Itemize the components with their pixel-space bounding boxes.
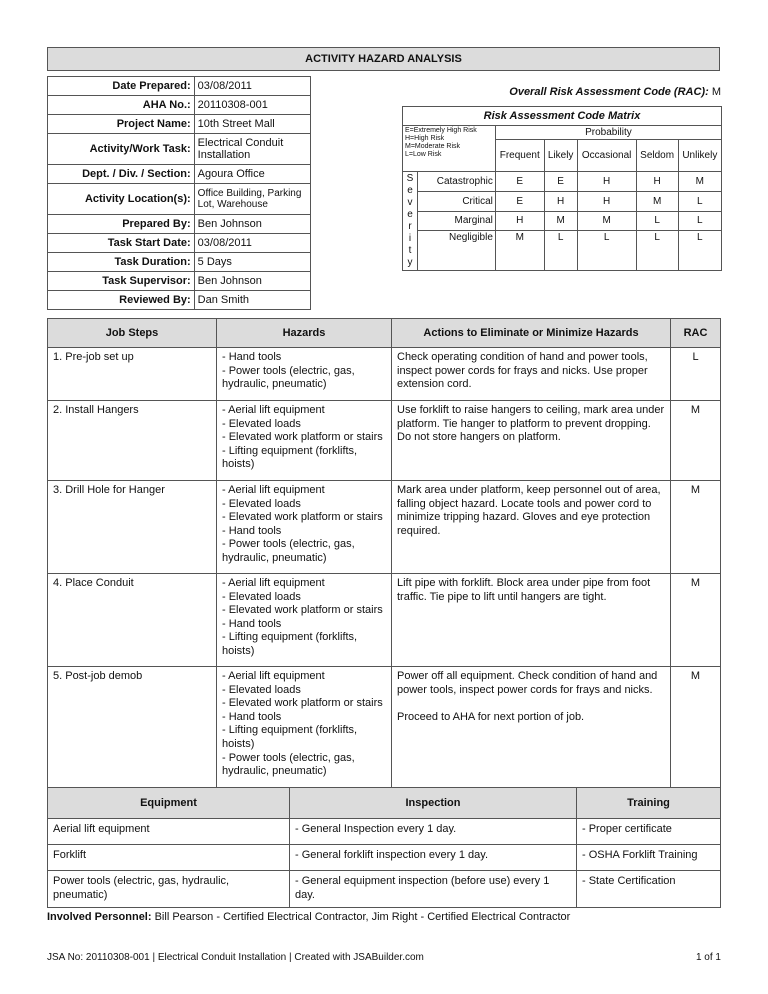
equipment-name: Forklift: [48, 845, 290, 871]
hazards: - Aerial lift equipment - Elevated loads - Elevated work platform or stairs - Lifting equipment (forklifts, hoists): [217, 401, 392, 481]
severity-row: Catastrophic: [418, 172, 496, 192]
matrix-title: Risk Assessment Code Matrix: [403, 107, 722, 126]
involved-personnel: [47, 911, 570, 923]
overall-rac: [403, 86, 721, 98]
column-header: RAC: [671, 319, 721, 348]
rac-cell: L: [671, 348, 721, 401]
info-label: Prepared By:: [48, 215, 195, 234]
info-label: Activity Location(s):: [48, 184, 195, 215]
matrix-cell: M: [636, 191, 678, 211]
hazards: - Aerial lift equipment - Elevated loads - Elevated work platform or stairs - Hand tools - Lifting equipment (forklifts, hoists): [217, 574, 392, 667]
info-value: 5 Days: [194, 253, 310, 272]
document-title: ACTIVITY HAZARD ANALYSIS: [47, 47, 720, 71]
job-step: 3. Drill Hole for Hanger: [48, 481, 217, 574]
info-value: Ben Johnson: [194, 272, 310, 291]
hazards: - Aerial lift equipment - Elevated loads - Elevated work platform or stairs - Hand tools - Power tools (electric, gas, hydraulic, pneumatic): [217, 481, 392, 574]
matrix-cell: L: [678, 191, 721, 211]
matrix-cell: H: [577, 172, 636, 192]
table-row: [48, 348, 721, 401]
aha-info-table: [47, 76, 311, 310]
risk-matrix: [402, 106, 722, 271]
info-label: Reviewed By:: [48, 291, 195, 310]
severity-label: S e v e r i t y: [403, 172, 418, 271]
overall-rac-value: M: [711, 86, 721, 98]
probability-col: Likely: [544, 140, 577, 172]
info-label: Date Prepared:: [48, 77, 195, 96]
personnel-value: Bill Pearson - Certified Electrical Contractor, Jim Right - Certified Electrical Contractor: [154, 911, 571, 923]
info-row: [48, 165, 311, 184]
actions: Check operating condition of hand and power tools, inspect power cords for frays and nicks. Use proper extension cord.: [392, 348, 671, 401]
table-row: [48, 871, 721, 908]
info-value: 03/08/2011: [194, 234, 310, 253]
info-row: [48, 96, 311, 115]
matrix-cell: H: [636, 172, 678, 192]
actions: Power off all equipment. Check condition of hand and power tools, inspect power cords for frays and nicks. Proceed to AHA for next portion of job.: [392, 667, 671, 788]
info-row: [48, 134, 311, 165]
page-footer: [47, 952, 721, 963]
matrix-cell: H: [495, 211, 544, 231]
page-number: 1 of 1: [695, 952, 721, 963]
info-value: 10th Street Mall: [194, 115, 310, 134]
equipment-inspection: - General forklift inspection every 1 day.: [290, 845, 577, 871]
severity-row: Negligible: [418, 231, 496, 271]
info-row: [48, 184, 311, 215]
job-steps-table: [47, 318, 721, 788]
actions: Mark area under platform, keep personnel out of area, falling object hazard. Locate tools and power cord to minimize tripping hazard. Gloves and eye protection required.: [392, 481, 671, 574]
info-value: 20110308-001: [194, 96, 310, 115]
rac-cell: M: [671, 574, 721, 667]
job-step: 1. Pre-job set up: [48, 348, 217, 401]
matrix-cell: E: [495, 172, 544, 192]
column-header: Training: [577, 788, 721, 819]
personnel-label: Involved Personnel:: [47, 911, 152, 923]
matrix-cell: M: [495, 231, 544, 271]
info-label: Activity/Work Task:: [48, 134, 195, 165]
severity-row: Marginal: [418, 211, 496, 231]
matrix-cell: E: [544, 172, 577, 192]
job-step: 2. Install Hangers: [48, 401, 217, 481]
equipment-name: Power tools (electric, gas, hydraulic, pneumatic): [48, 871, 290, 908]
info-value: Ben Johnson: [194, 215, 310, 234]
matrix-cell: L: [636, 231, 678, 271]
equipment-name: Aerial lift equipment: [48, 819, 290, 845]
table-row: [48, 819, 721, 845]
info-label: Task Start Date:: [48, 234, 195, 253]
table-row: [48, 481, 721, 574]
hazards: - Aerial lift equipment - Elevated loads - Elevated work platform or stairs - Hand tools - Lifting equipment (forklifts, hoists) - Power tools (electric, gas, hydraulic, pneumatic): [217, 667, 392, 788]
equipment-inspection: - General Inspection every 1 day.: [290, 819, 577, 845]
table-row: [48, 667, 721, 788]
matrix-cell: L: [636, 211, 678, 231]
info-label: Task Duration:: [48, 253, 195, 272]
equipment-inspection: - General equipment inspection (before use) every 1 day.: [290, 871, 577, 908]
table-row: [48, 845, 721, 871]
severity-row: Critical: [418, 191, 496, 211]
info-value: Dan Smith: [194, 291, 310, 310]
actions: Lift pipe with forklift. Block area under pipe from foot traffic. Tie pipe to lift until hangers are tight.: [392, 574, 671, 667]
equipment-table: [47, 787, 721, 908]
matrix-cell: M: [678, 172, 721, 192]
info-row: [48, 291, 311, 310]
rac-cell: M: [671, 401, 721, 481]
matrix-cell: L: [678, 231, 721, 271]
matrix-legend: E=Extremely High Risk H=High Risk M=Moderate Risk L=Low Risk: [403, 126, 496, 172]
info-row: [48, 234, 311, 253]
info-label: Task Supervisor:: [48, 272, 195, 291]
rac-cell: M: [671, 667, 721, 788]
actions: Use forklift to raise hangers to ceiling, mark area under platform. Tie hanger to platform to prevent dropping. Do not store hangers on platform.: [392, 401, 671, 481]
column-header: Inspection: [290, 788, 577, 819]
probability-col: Occasional: [577, 140, 636, 172]
info-value: Agoura Office: [194, 165, 310, 184]
info-row: [48, 253, 311, 272]
matrix-cell: H: [544, 191, 577, 211]
info-label: Dept. / Div. / Section:: [48, 165, 195, 184]
rac-cell: M: [671, 481, 721, 574]
equipment-training: - OSHA Forklift Training: [577, 845, 721, 871]
column-header: Hazards: [217, 319, 392, 348]
matrix-cell: M: [544, 211, 577, 231]
info-label: Project Name:: [48, 115, 195, 134]
info-row: [48, 115, 311, 134]
info-value: 03/08/2011: [194, 77, 310, 96]
job-step: 4. Place Conduit: [48, 574, 217, 667]
matrix-cell: L: [577, 231, 636, 271]
equipment-training: - State Certification: [577, 871, 721, 908]
probability-col: Seldom: [636, 140, 678, 172]
matrix-cell: L: [678, 211, 721, 231]
column-header: Actions to Eliminate or Minimize Hazards: [392, 319, 671, 348]
equipment-training: - Proper certificate: [577, 819, 721, 845]
info-value: Electrical Conduit Installation: [194, 134, 310, 165]
column-header: Equipment: [48, 788, 290, 819]
info-row: [48, 272, 311, 291]
info-row: [48, 77, 311, 96]
table-row: [48, 401, 721, 481]
matrix-cell: H: [577, 191, 636, 211]
matrix-cell: E: [495, 191, 544, 211]
hazards: - Hand tools - Power tools (electric, gas, hydraulic, pneumatic): [217, 348, 392, 401]
info-row: [48, 215, 311, 234]
info-label: AHA No.:: [48, 96, 195, 115]
table-row: [48, 574, 721, 667]
column-header: Job Steps: [48, 319, 217, 348]
probability-col: Unlikely: [678, 140, 721, 172]
matrix-cell: M: [577, 211, 636, 231]
overall-rac-label: Overall Risk Assessment Code (RAC):: [509, 86, 709, 98]
probability-col: Frequent: [495, 140, 544, 172]
job-step: 5. Post-job demob: [48, 667, 217, 788]
info-value: Office Building, Parking Lot, Warehouse: [194, 184, 310, 215]
probability-label: Probability: [495, 126, 721, 140]
footer-text: JSA No: 20110308-001 | Electrical Conduit Installation | Created with JSABuilder.com: [47, 952, 424, 963]
matrix-cell: L: [544, 231, 577, 271]
